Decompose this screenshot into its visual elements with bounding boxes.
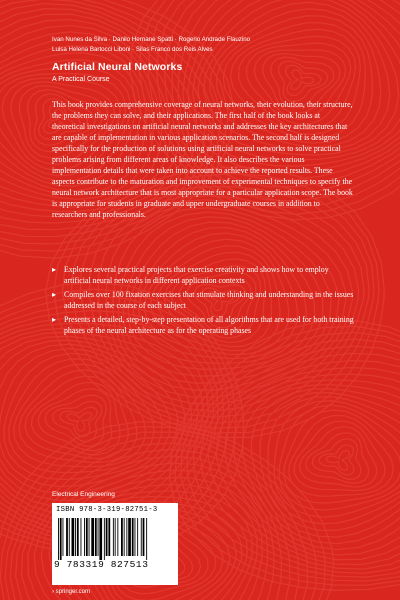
feature-item [52, 289, 355, 311]
barcode-bar [81, 518, 82, 556]
authors-line-2: Luisa Helena Bartocci Liboni · Silas Franco dos Reis Alves [52, 46, 213, 53]
barcode-bar [106, 518, 108, 556]
barcode-bar [63, 518, 64, 556]
publisher-url[interactable]: › springer.com [52, 589, 91, 595]
barcode-bar [141, 518, 142, 556]
book-title: Artificial Neural Networks [52, 61, 183, 73]
feature-text: Explores several practical projects that exercise creativity and shows how to employ artificial neural networks in different application contexts [64, 265, 329, 285]
barcode-bar [121, 518, 123, 556]
barcode-bar [66, 518, 68, 556]
book-subtitle: A Practical Course [52, 76, 110, 83]
barcode-bar [91, 518, 94, 556]
barcode-bar [86, 518, 88, 556]
barcode-bar [95, 518, 97, 556]
barcode-bar [143, 518, 145, 556]
feature-text: Compiles over 100 fixation exercises that stimulate thinking and understanding in the issues addressed in the course of each subject [64, 290, 354, 310]
barcode-bar [108, 518, 110, 556]
barcode-bar [124, 518, 125, 556]
barcode-bar [146, 518, 147, 560]
barcode-bar [58, 518, 59, 560]
feature-list [52, 264, 355, 339]
barcode-bar [75, 518, 76, 556]
barcode-bar [72, 518, 75, 556]
barcode-digits: 9 783319 827513 [54, 559, 149, 570]
barcode-bar [132, 518, 134, 556]
feature-text: Presents a detailed, step-by-step presentation of all algorithms that are used for both training phases of the neural architecture as for the operating phases [64, 315, 354, 335]
barcode-bar [60, 518, 62, 560]
feature-item [52, 264, 355, 286]
bullet-icon: ▸ [52, 315, 56, 324]
barcode-bar [69, 518, 70, 556]
barcode-bar [126, 518, 127, 556]
author-list [52, 35, 372, 55]
barcode-panel [52, 503, 178, 585]
bullet-icon: ▸ [52, 290, 56, 299]
barcode-bar [115, 518, 116, 556]
barcode-bar [117, 518, 118, 556]
bullet-icon: ▸ [52, 265, 56, 274]
barcode-bar [113, 518, 114, 556]
barcode-bar [84, 518, 85, 556]
barcode-bar [99, 518, 102, 560]
barcode-bar [104, 518, 105, 560]
barcode-icon [56, 518, 174, 560]
isbn-text: ISBN 978-3-319-82751-3 [56, 506, 158, 514]
barcode-bar [128, 518, 131, 556]
barcode-bar [77, 518, 79, 556]
subject-category: Electrical Engineering [52, 491, 115, 498]
book-description: This book provides comprehensive coverage of neural networks, their evolution, their structure, the problems they can solve, and their applications. The first half of the book looks at theoretical investigations on artificial neural networks and addresses the key architectures that are capable of implementation in various application scenarios. The second half is designed specifically for the production of solutions using artificial neural networks to solve practical problems arising from different areas of knowledge. It also describes the various implementation details that were taken into account to achieve the reported results. These aspects contribute to the maturation and improvement of experimental techniques to specify the neural network architecture that is most appropriate for a particular application scope. The book is appropriate for students in graduate and upper undergraduate courses in addition to researchers and professionals. [52, 100, 353, 219]
feature-item [52, 314, 355, 336]
barcode-bar [89, 518, 90, 556]
barcode-bar [135, 518, 136, 556]
barcode-bar [98, 518, 99, 556]
authors-line-1: Ivan Nunes da Silva · Danilo Hernane Spatti · Rogerio Andrade Flauzino [52, 36, 251, 43]
barcode-bar [137, 518, 138, 556]
